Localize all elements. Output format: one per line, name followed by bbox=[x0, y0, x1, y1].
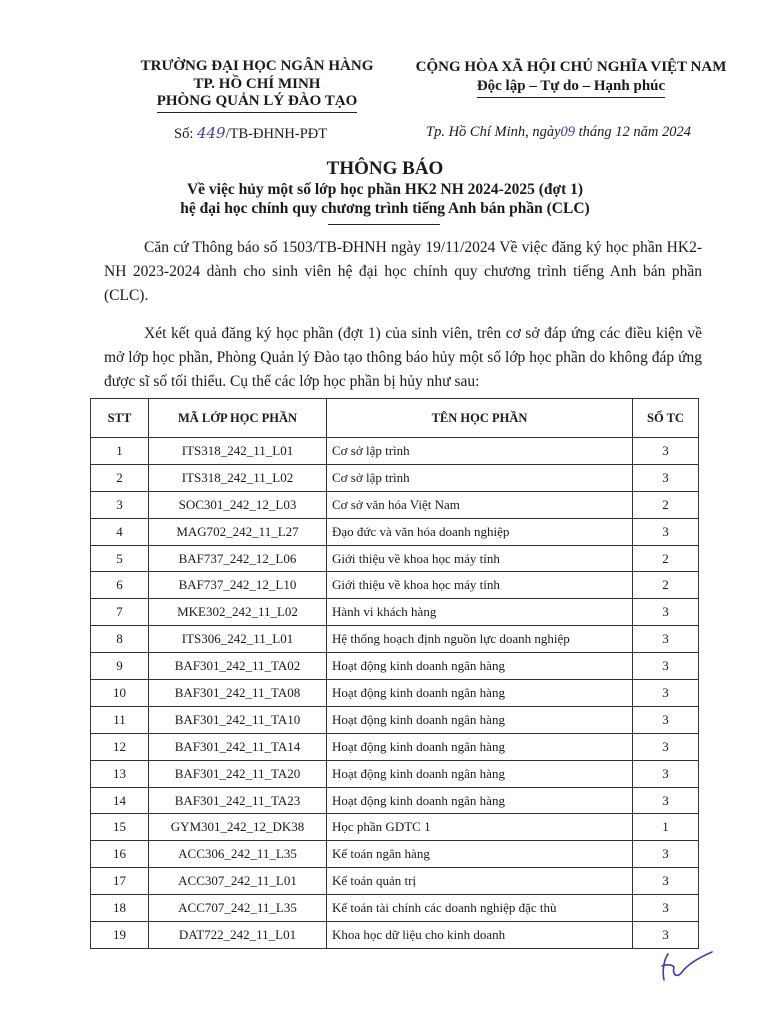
row-stt: 4 bbox=[91, 518, 149, 545]
row-stt: 7 bbox=[91, 599, 149, 626]
row-credits: 3 bbox=[633, 760, 699, 787]
reference-number bbox=[174, 124, 327, 143]
row-course-name: Hoạt động kinh doanh ngân hàng bbox=[327, 787, 633, 814]
row-credits: 3 bbox=[633, 599, 699, 626]
row-course-name: Hệ thống hoạch định nguồn lực doanh nghiệp bbox=[327, 626, 633, 653]
row-credits: 3 bbox=[633, 841, 699, 868]
header-credits: SỐ TC bbox=[633, 399, 699, 438]
row-class-code: ACC306_242_11_L35 bbox=[149, 841, 327, 868]
table-row bbox=[91, 653, 699, 680]
row-stt: 19 bbox=[91, 922, 149, 949]
row-course-name: Hoạt động kinh doanh ngân hàng bbox=[327, 706, 633, 733]
row-stt: 1 bbox=[91, 438, 149, 465]
row-credits: 3 bbox=[633, 680, 699, 707]
ref-suffix: /TB-ĐHNH-PĐT bbox=[225, 126, 328, 142]
table-row bbox=[91, 545, 699, 572]
row-stt: 12 bbox=[91, 733, 149, 760]
table-row bbox=[91, 599, 699, 626]
row-credits: 3 bbox=[633, 438, 699, 465]
title-divider bbox=[328, 224, 440, 225]
row-course-name: Đạo đức và văn hóa doanh nghiệp bbox=[327, 518, 633, 545]
table-row bbox=[91, 464, 699, 491]
table-row bbox=[91, 706, 699, 733]
table-row bbox=[91, 922, 699, 949]
department-name: PHÒNG QUẢN LÝ ĐÀO TẠO bbox=[157, 93, 358, 113]
row-stt: 18 bbox=[91, 895, 149, 922]
table-row bbox=[91, 491, 699, 518]
row-class-code: BAF301_242_11_TA14 bbox=[149, 733, 327, 760]
row-course-name: Cơ sở lập trình bbox=[327, 438, 633, 465]
table-row bbox=[91, 518, 699, 545]
row-credits: 2 bbox=[633, 491, 699, 518]
row-class-code: BAF301_242_11_TA10 bbox=[149, 706, 327, 733]
row-credits: 3 bbox=[633, 733, 699, 760]
national-motto: Độc lập – Tự do – Hạnh phúc bbox=[477, 77, 665, 98]
header-stt: STT bbox=[91, 399, 149, 438]
row-class-code: ACC707_242_11_L35 bbox=[149, 895, 327, 922]
row-class-code: BAF737_242_12_L10 bbox=[149, 572, 327, 599]
table-row bbox=[91, 868, 699, 895]
row-stt: 13 bbox=[91, 760, 149, 787]
table-header-row bbox=[91, 399, 699, 438]
row-credits: 3 bbox=[633, 464, 699, 491]
row-stt: 3 bbox=[91, 491, 149, 518]
notice-title bbox=[80, 158, 690, 218]
row-stt: 16 bbox=[91, 841, 149, 868]
row-class-code: MKE302_242_11_L02 bbox=[149, 599, 327, 626]
row-course-name: Kế toán quản trị bbox=[327, 868, 633, 895]
row-credits: 3 bbox=[633, 518, 699, 545]
row-credits: 2 bbox=[633, 572, 699, 599]
row-class-code: ITS318_242_11_L01 bbox=[149, 438, 327, 465]
row-stt: 2 bbox=[91, 464, 149, 491]
table-row bbox=[91, 733, 699, 760]
row-credits: 3 bbox=[633, 922, 699, 949]
row-course-name: Hoạt động kinh doanh ngân hàng bbox=[327, 760, 633, 787]
row-class-code: SOC301_242_12_L03 bbox=[149, 491, 327, 518]
row-course-name: Giới thiệu về khoa học máy tính bbox=[327, 572, 633, 599]
row-class-code: BAF301_242_11_TA20 bbox=[149, 760, 327, 787]
row-course-name: Khoa học dữ liệu cho kinh doanh bbox=[327, 922, 633, 949]
row-stt: 10 bbox=[91, 680, 149, 707]
title-heading: THÔNG BÁO bbox=[326, 158, 444, 179]
row-class-code: BAF737_242_12_L06 bbox=[149, 545, 327, 572]
row-course-name: Hoạt động kinh doanh ngân hàng bbox=[327, 733, 633, 760]
ref-prefix: Số: bbox=[174, 126, 197, 142]
row-class-code: ITS306_242_11_L01 bbox=[149, 626, 327, 653]
date-suffix: tháng 12 năm 2024 bbox=[575, 124, 692, 140]
row-stt: 5 bbox=[91, 545, 149, 572]
row-credits: 3 bbox=[633, 626, 699, 653]
date-prefix: Tp. Hồ Chí Minh, ngày bbox=[426, 124, 561, 140]
row-course-name: Hoạt động kinh doanh ngân hàng bbox=[327, 653, 633, 680]
ref-handwritten-number: 449 bbox=[196, 124, 226, 142]
date-handwritten-day: 09 bbox=[560, 124, 576, 140]
table-row bbox=[91, 438, 699, 465]
national-header bbox=[398, 58, 744, 98]
university-city: TP. HỒ CHÍ MINH bbox=[193, 75, 321, 92]
row-course-name: Hành vi khách hàng bbox=[327, 599, 633, 626]
table-row bbox=[91, 626, 699, 653]
row-course-name: Kế toán ngân hàng bbox=[327, 841, 633, 868]
title-subject-line2: hệ đại học chính quy chương trình tiếng Anh bán phần (CLC) bbox=[180, 200, 590, 217]
row-stt: 9 bbox=[91, 653, 149, 680]
row-stt: 8 bbox=[91, 626, 149, 653]
table-row bbox=[91, 841, 699, 868]
row-course-name: Hoạt động kinh doanh ngân hàng bbox=[327, 680, 633, 707]
header-class-code: MÃ LỚP HỌC PHẦN bbox=[149, 399, 327, 438]
row-course-name: Cơ sở lập trình bbox=[327, 464, 633, 491]
row-stt: 17 bbox=[91, 868, 149, 895]
row-stt: 15 bbox=[91, 814, 149, 841]
row-credits: 1 bbox=[633, 814, 699, 841]
paragraph-decision: Xét kết quả đăng ký học phần (đợt 1) của sinh viên, trên cơ sở đáp ứng các điều kiện về mở lớp học phần, Phòng Quản lý Đào tạo thông báo hủy một số lớp học phần do không đáp ứng được sĩ số tối thiểu. Cụ thể các lớp học phần bị hủy như sau: bbox=[104, 325, 702, 390]
signature-mark bbox=[652, 946, 722, 986]
row-class-code: BAF301_242_11_TA02 bbox=[149, 653, 327, 680]
table-row bbox=[91, 814, 699, 841]
paragraph-basis: Căn cứ Thông báo số 1503/TB-ĐHNH ngày 19/11/2024 Về việc đăng ký học phần HK2-NH 2023-2024 dành cho sinh viên hệ đại học chính quy chương trình tiếng Anh bán phần (CLC). bbox=[104, 239, 702, 304]
row-credits: 3 bbox=[633, 787, 699, 814]
row-class-code: GYM301_242_12_DK38 bbox=[149, 814, 327, 841]
table-row bbox=[91, 680, 699, 707]
cancelled-courses-table bbox=[90, 398, 699, 949]
row-course-name: Cơ sở văn hóa Việt Nam bbox=[327, 491, 633, 518]
header-course-name: TÊN HỌC PHẦN bbox=[327, 399, 633, 438]
table-row bbox=[91, 760, 699, 787]
row-stt: 14 bbox=[91, 787, 149, 814]
row-class-code: DAT722_242_11_L01 bbox=[149, 922, 327, 949]
row-course-name: Học phần GDTC 1 bbox=[327, 814, 633, 841]
issuer-header bbox=[112, 58, 402, 113]
row-credits: 3 bbox=[633, 706, 699, 733]
row-class-code: ITS318_242_11_L02 bbox=[149, 464, 327, 491]
row-class-code: ACC307_242_11_L01 bbox=[149, 868, 327, 895]
title-subject-line1: Về việc hủy một số lớp học phần HK2 NH 2024-2025 (đợt 1) bbox=[186, 181, 584, 198]
row-class-code: MAG702_242_11_L27 bbox=[149, 518, 327, 545]
row-stt: 6 bbox=[91, 572, 149, 599]
row-course-name: Giới thiệu về khoa học máy tính bbox=[327, 545, 633, 572]
issue-date bbox=[426, 124, 691, 141]
table-row bbox=[91, 787, 699, 814]
table-row bbox=[91, 895, 699, 922]
row-course-name: Kế toán tài chính các doanh nghiệp đặc thù bbox=[327, 895, 633, 922]
row-credits: 3 bbox=[633, 868, 699, 895]
row-class-code: BAF301_242_11_TA08 bbox=[149, 680, 327, 707]
row-class-code: BAF301_242_11_TA23 bbox=[149, 787, 327, 814]
row-stt: 11 bbox=[91, 706, 149, 733]
row-credits: 3 bbox=[633, 653, 699, 680]
row-credits: 3 bbox=[633, 895, 699, 922]
row-credits: 2 bbox=[633, 545, 699, 572]
university-name: TRƯỜNG ĐẠI HỌC NGÂN HÀNG bbox=[140, 58, 374, 74]
country-name: CỘNG HÒA XÃ HỘI CHỦ NGHĨA VIỆT NAM bbox=[415, 59, 727, 75]
table-row bbox=[91, 572, 699, 599]
